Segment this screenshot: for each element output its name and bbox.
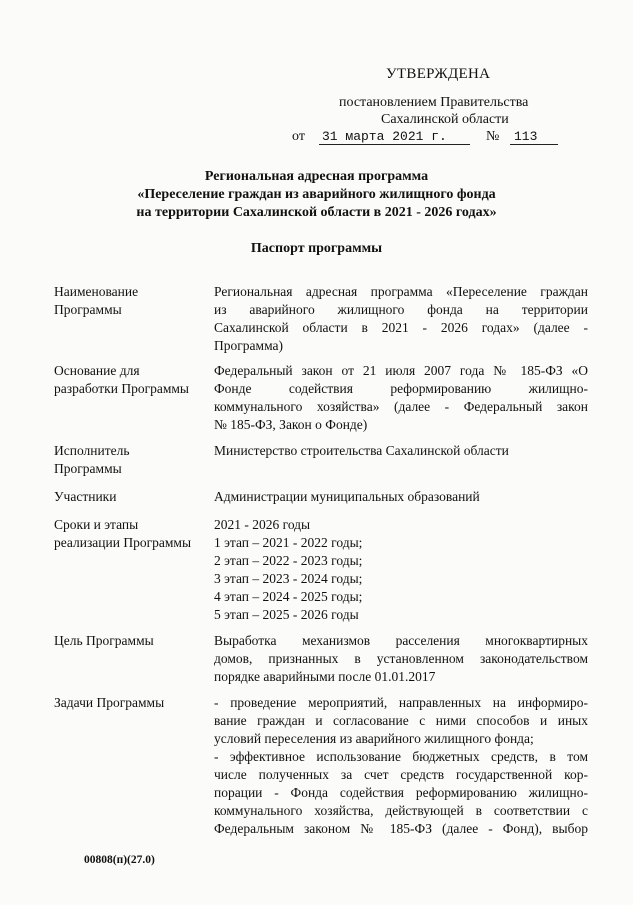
label-line: Программы [54,461,122,476]
value-line: 3 этап – 2023 - 2024 годы; [214,571,363,586]
row-value [214,362,588,434]
value-line: Региональная адресная программа «Переселение граждан [214,284,588,299]
decree-date: 31 марта 2021 г. [319,129,470,145]
row-label [54,632,204,650]
row-label [54,283,204,319]
label-line: Основание для [54,363,140,378]
value-line: 1 этап – 2021 - 2022 годы; [214,535,363,550]
value-line: числе полученных за счет средств государственной кор- [214,767,588,782]
decree-line-2: Сахалинской области [381,112,509,127]
value-line: домов, признанных в установленном законодательством [214,651,588,666]
value-line: Программа) [214,338,284,353]
value-line: 2 этап – 2022 - 2023 годы; [214,553,363,568]
row-label [54,488,204,506]
row-value [214,283,588,355]
label-line: Сроки и этапы [54,517,139,532]
value-line: Выработка механизмов расселения многоквартирных [214,633,588,648]
value-line: порации - Фонда содействия реформированию жилищно- [214,785,588,800]
title-line-1: Региональная адресная программа [204,169,429,184]
program-title [0,168,633,222]
value-line: коммунального хозяйства» (далее - Федеральный закон [214,399,588,414]
label-line: разработки Программы [54,381,189,396]
value-line: - эффективное использование бюджетных средств, в том [214,749,588,764]
decree-reference [292,129,592,151]
value-line: Фонде содействия реформированию жилищно- [214,381,588,396]
value-line: Министерство строительства Сахалинской области [214,443,509,458]
label-line: Задачи Программы [54,695,165,710]
value-line: из аварийного жилищного фонда на территории [214,302,588,317]
value-line: вание граждан и согласование с ними способов и иных [214,713,588,728]
value-line: 2021 - 2026 годы [214,517,311,532]
label-line: Исполнитель [54,443,130,458]
row-label [54,442,204,478]
row-label [54,516,204,552]
value-line: Администрации муниципальных образований [214,489,480,504]
title-line-3: на территории Сахалинской области в 2021 - 2026 годах» [136,205,497,220]
row-value [214,442,588,460]
number-label: № [486,129,500,144]
value-line: 5 этап – 2025 - 2026 годы [214,607,359,622]
approval-stamp: УТВЕРЖДЕНА [386,66,491,82]
value-line: Федеральный закон от 21 июля 2007 года № 185-ФЗ «О [214,363,588,378]
label-line: Наименование [54,284,139,299]
row-value [214,488,588,506]
label-line: Цель Программы [54,633,154,648]
value-line: коммунального хозяйства, действующей в соответствии с [214,803,588,818]
row-label [54,694,204,712]
value-line: Федеральным законом № 185-ФЗ (далее - Фонд), выбор [214,821,588,836]
decree-line-1: постановлением Правительства [339,95,529,110]
decree-number: 113 [510,129,558,145]
from-label: от [292,129,305,144]
label-line: реализации Программы [54,535,192,550]
label-line: Участники [54,489,117,504]
value-line: Сахалинской области в 2021 - 2026 годах» (далее - [214,320,588,335]
title-line-2: «Переселение граждан из аварийного жилищного фонда [137,187,496,202]
value-line: порядке аварийными после 01.01.2017 [214,669,436,684]
row-value [214,632,588,686]
value-line: № 185-ФЗ, Закон о Фонде) [214,417,368,432]
row-value [214,694,588,838]
value-line: 4 этап – 2024 - 2025 годы; [214,589,363,604]
footer-code: 00808(п)(27.0) [84,854,155,866]
row-value [214,516,588,624]
row-label [54,362,204,398]
value-line: - проведение мероприятий, направленных на информиро- [214,695,588,710]
label-line: Программы [54,302,122,317]
value-line: условий переселения из аварийного жилищного фонда; [214,731,534,746]
passport-heading: Паспорт программы [250,241,383,256]
